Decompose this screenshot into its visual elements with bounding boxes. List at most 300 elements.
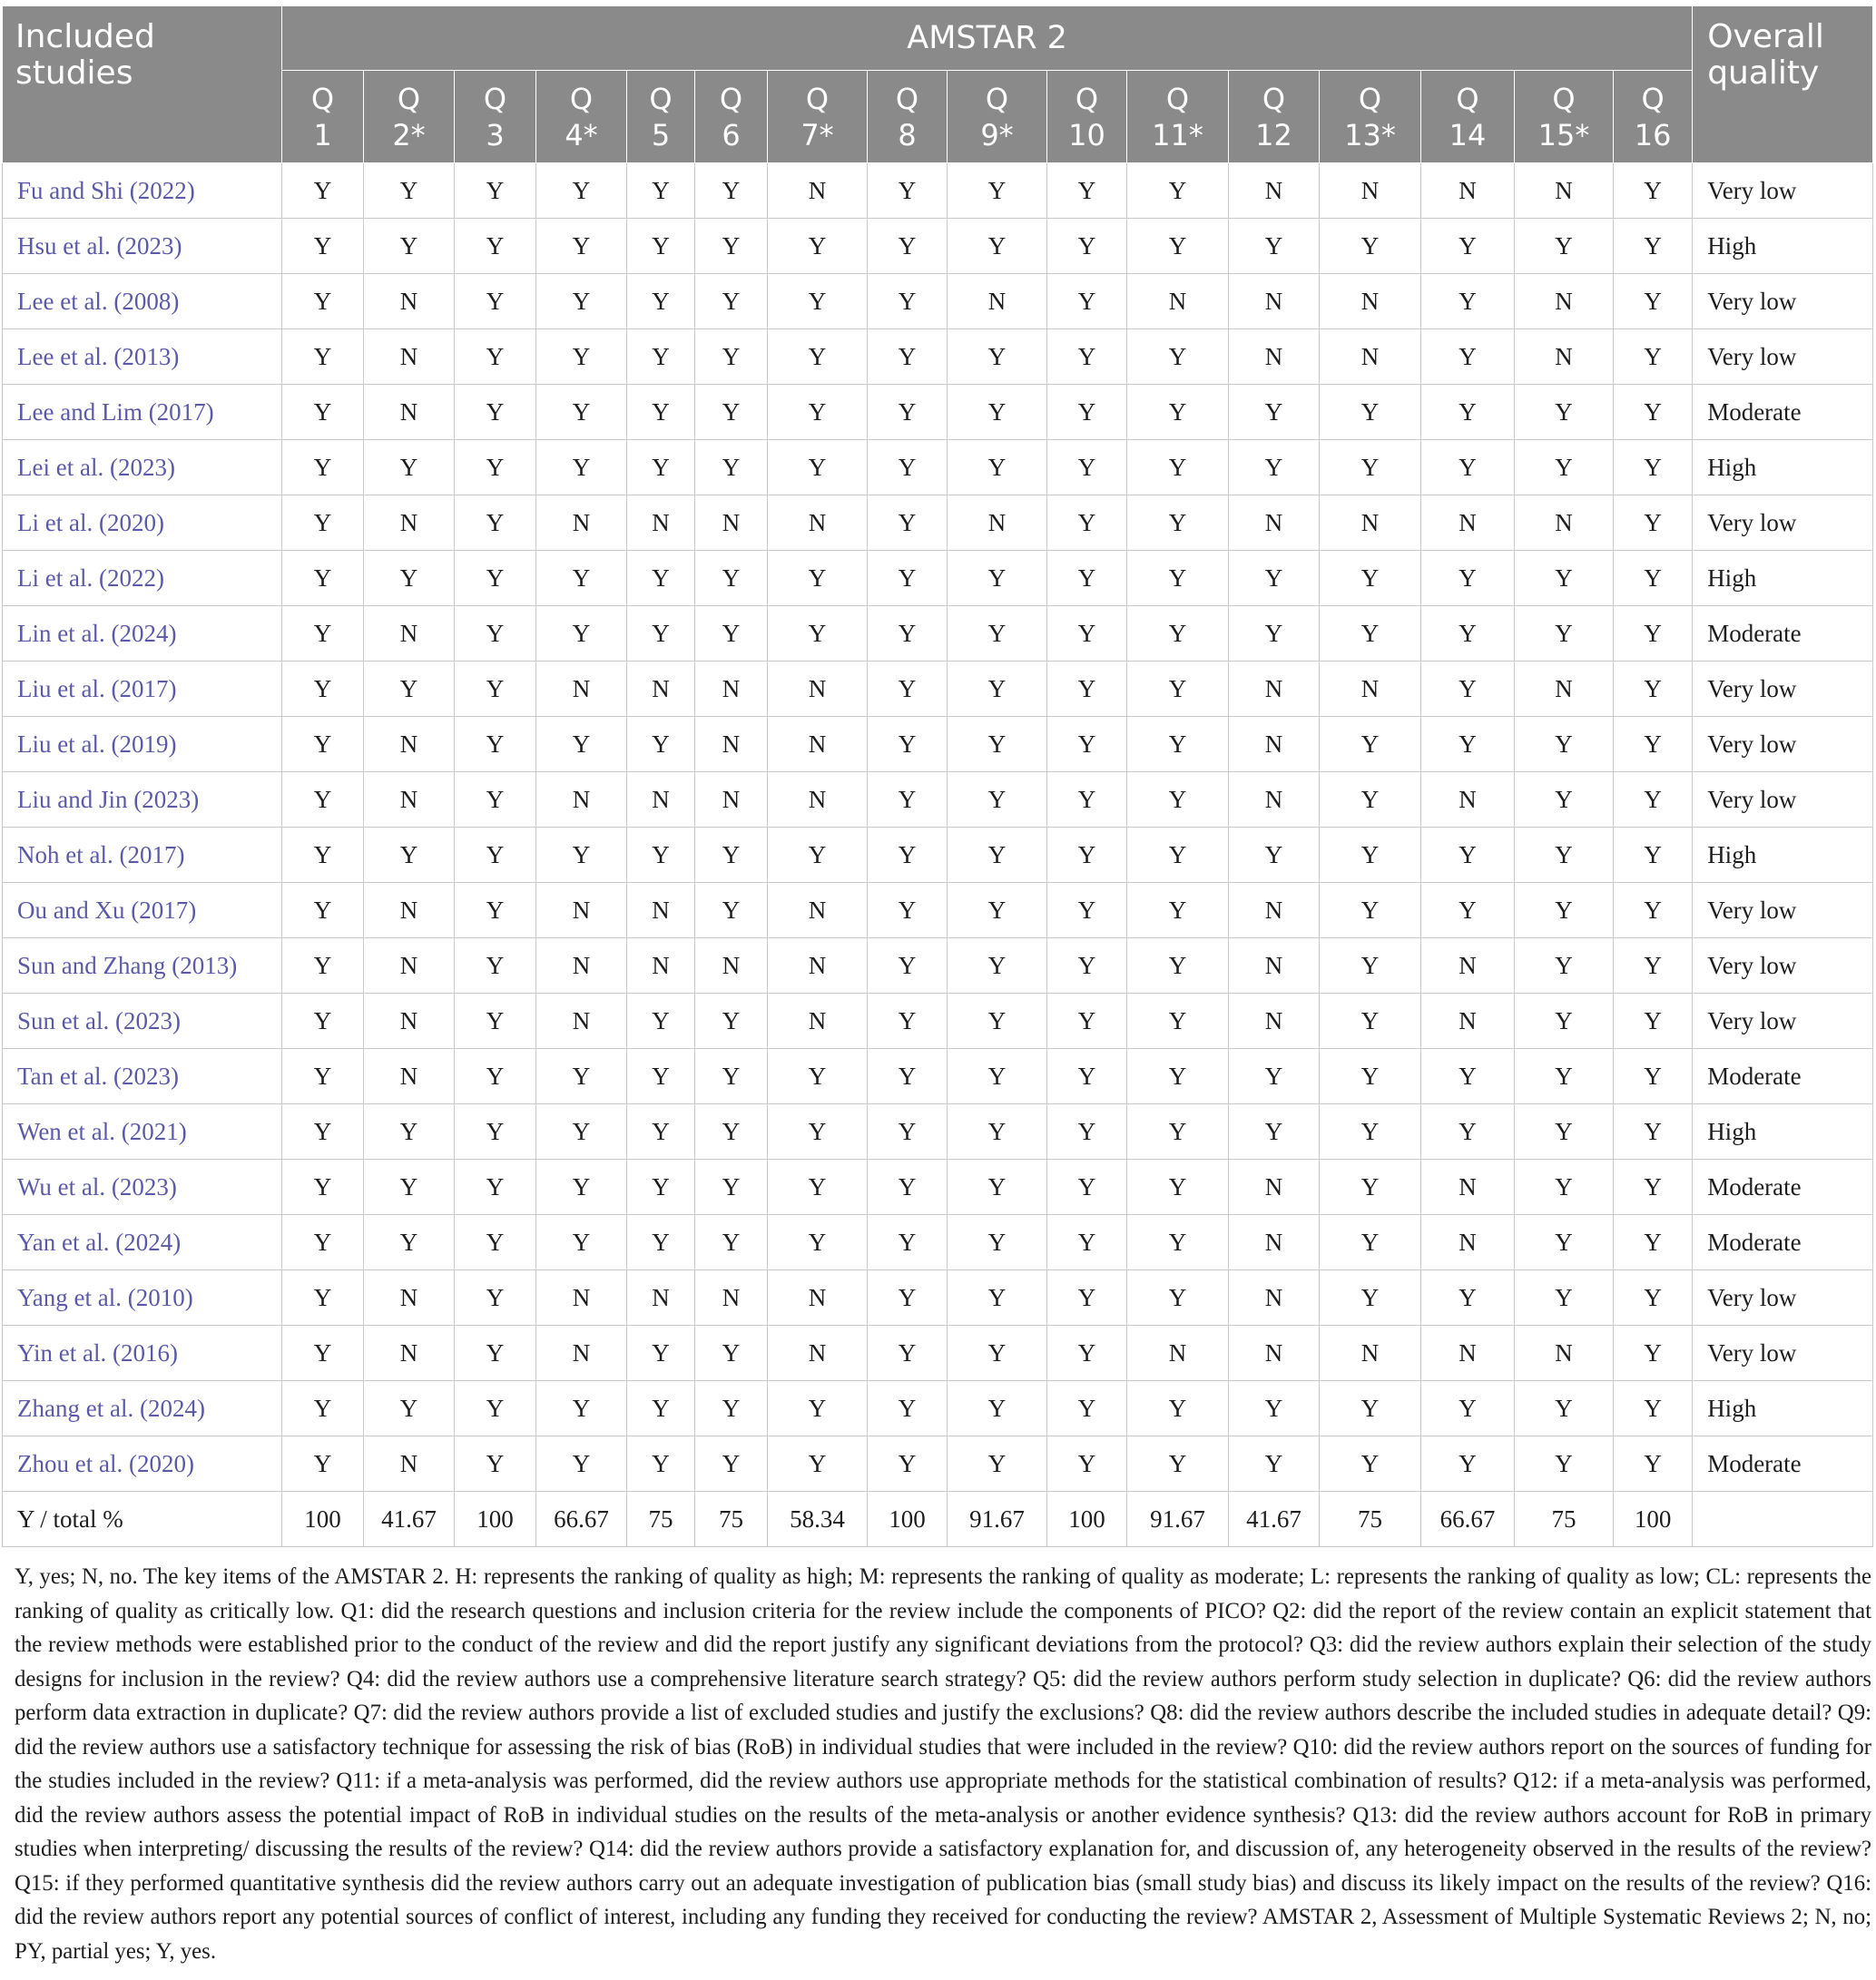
table-body xyxy=(3,163,1873,1547)
answer-cell: N xyxy=(364,606,455,662)
answer-cell: N xyxy=(1229,938,1320,994)
answer-cell: N xyxy=(1229,1270,1320,1326)
answer-cell: N xyxy=(768,163,868,219)
answer-cell: Y xyxy=(282,1104,364,1160)
answer-cell: Y xyxy=(282,1270,364,1326)
answer-cell: Y xyxy=(282,883,364,938)
table-row xyxy=(3,274,1873,329)
answer-cell: Y xyxy=(1127,772,1229,828)
answer-cell: Y xyxy=(1127,662,1229,717)
study-name: Lin et al. (2024) xyxy=(3,606,282,662)
answer-cell: Y xyxy=(1614,772,1693,828)
answer-cell: Y xyxy=(536,163,627,219)
answer-cell: Y xyxy=(768,1160,868,1215)
answer-cell: Y xyxy=(282,938,364,994)
answer-cell: Y xyxy=(1421,274,1515,329)
answer-cell: Y xyxy=(1047,385,1127,440)
answer-cell: N xyxy=(536,662,627,717)
answer-cell: Y xyxy=(455,1160,536,1215)
total-value: 100 xyxy=(282,1492,364,1547)
answer-cell: N xyxy=(627,495,695,551)
answer-cell: Y xyxy=(627,606,695,662)
answer-cell: Y xyxy=(695,1326,768,1381)
answer-cell: N xyxy=(695,662,768,717)
answer-cell: Y xyxy=(768,385,868,440)
overall-quality-cell: High xyxy=(1693,219,1873,274)
answer-cell: Y xyxy=(948,329,1047,385)
answer-cell: Y xyxy=(1421,1049,1515,1104)
question-prefix: Q xyxy=(1456,81,1479,116)
answer-cell: Y xyxy=(627,1160,695,1215)
answer-cell: Y xyxy=(455,495,536,551)
answer-cell: Y xyxy=(627,163,695,219)
answer-cell: Y xyxy=(455,219,536,274)
question-header xyxy=(1515,71,1614,163)
answer-cell: Y xyxy=(1515,1049,1614,1104)
total-value: 58.34 xyxy=(768,1492,868,1547)
answer-cell: Y xyxy=(1614,385,1693,440)
answer-cell: Y xyxy=(1229,1381,1320,1436)
overall-quality-cell: Moderate xyxy=(1693,1436,1873,1492)
answer-cell: Y xyxy=(948,938,1047,994)
answer-cell: Y xyxy=(1320,1381,1421,1436)
overall-quality-cell: High xyxy=(1693,1381,1873,1436)
overall-quality-cell: Very low xyxy=(1693,163,1873,219)
answer-cell: Y xyxy=(536,219,627,274)
answer-cell: Y xyxy=(948,1049,1047,1104)
answer-cell: Y xyxy=(868,1049,948,1104)
study-name: Tan et al. (2023) xyxy=(3,1049,282,1104)
question-number: 4* xyxy=(565,117,598,152)
overall-quality-cell: Very low xyxy=(1693,1270,1873,1326)
table-row xyxy=(3,440,1873,495)
answer-cell: Y xyxy=(536,828,627,883)
table-row xyxy=(3,1326,1873,1381)
overall-quality-cell: Very low xyxy=(1693,717,1873,772)
answer-cell: N xyxy=(1421,163,1515,219)
answer-cell: N xyxy=(536,495,627,551)
answer-cell: Y xyxy=(1229,440,1320,495)
answer-cell: Y xyxy=(455,274,536,329)
question-header xyxy=(1047,71,1127,163)
answer-cell: Y xyxy=(627,717,695,772)
total-value: 100 xyxy=(455,1492,536,1547)
total-value: 100 xyxy=(868,1492,948,1547)
answer-cell: Y xyxy=(948,1436,1047,1492)
question-header xyxy=(455,71,536,163)
answer-cell: Y xyxy=(1127,1270,1229,1326)
table-footnote: Y, yes; N, no. The key items of the AMSTAR 2. H: represents the ranking of quality as high; M: represents the ranking of quality as moderate; L: represents the ranking of quality as low; CL: represents the ranking of quality as critically low. Q1: did the research questions and inclusion criteria for the review include the components of PICO? Q2: did the report of the review contain an explicit statement that the review methods were established prior to the conduct of the review and did the report justify any significant deviations from the protocol? Q3: did the review authors explain their selection of the study designs for inclusion in the review? Q4: did the review authors use a comprehensive literature search strategy? Q5: did the review authors perform study selection in duplicate? Q6: did the review authors perform data extraction in duplicate? Q7: did the review authors provide a list of excluded studies and justify the exclusions? Q8: did the review authors describe the included studies in adequate detail? Q9: did the review authors use a satisfactory technique for assessing the risk of bias (RoB) in individual studies that were included in the review? Q10: did the review authors report on the sources of funding for the studies included in the review? Q11: if a meta-analysis was performed, did the review authors use appropriate methods for the statistical combination of results? Q12: if a meta-analysis was performed, did the review authors assess the potential impact of RoB in individual studies on the results of the meta-analysis or another evidence synthesis? Q13: did the review authors account for RoB in primary studies when interpreting/ discussing the results of the review? Q14: did the review authors provide a satisfactory explanation for, and discussion of, any heterogeneity observed in the results of the review? Q15: if they performed quantitative synthesis did the review authors carry out an adequate investigation of publication bias (small study bias) and discuss its likely impact on the results of the review? Q16: did the review authors report any potential sources of conflict of interest, including any funding they received for conducting the review? AMSTAR 2, Assessment of Multiple Systematic Reviews 2; N, no; PY, partial yes; Y, yes. xyxy=(15,1564,1871,1964)
answer-cell: Y xyxy=(948,551,1047,606)
answer-cell: Y xyxy=(1320,994,1421,1049)
answer-cell: Y xyxy=(1515,551,1614,606)
answer-cell: Y xyxy=(1127,163,1229,219)
study-name: Liu et al. (2019) xyxy=(3,717,282,772)
study-name: Li et al. (2020) xyxy=(3,495,282,551)
question-prefix: Q xyxy=(985,81,1009,116)
overall-quality-cell: High xyxy=(1693,440,1873,495)
overall-quality-cell: Very low xyxy=(1693,1326,1873,1381)
answer-cell: Y xyxy=(627,551,695,606)
answer-cell: Y xyxy=(868,1326,948,1381)
answer-cell: Y xyxy=(282,385,364,440)
total-value: 41.67 xyxy=(364,1492,455,1547)
answer-cell: N xyxy=(1229,329,1320,385)
answer-cell: Y xyxy=(536,606,627,662)
answer-cell: N xyxy=(768,1326,868,1381)
answer-cell: Y xyxy=(1515,772,1614,828)
answer-cell: Y xyxy=(1047,828,1127,883)
answer-cell: N xyxy=(364,1049,455,1104)
answer-cell: Y xyxy=(455,385,536,440)
answer-cell: Y xyxy=(1229,219,1320,274)
answer-cell: Y xyxy=(948,772,1047,828)
answer-cell: Y xyxy=(868,1436,948,1492)
answer-cell: N xyxy=(695,1270,768,1326)
answer-cell: Y xyxy=(455,883,536,938)
study-name: Zhou et al. (2020) xyxy=(3,1436,282,1492)
answer-cell: Y xyxy=(1515,994,1614,1049)
table-row xyxy=(3,1270,1873,1326)
answer-cell: Y xyxy=(1127,551,1229,606)
table-row xyxy=(3,551,1873,606)
answer-cell: Y xyxy=(1047,1104,1127,1160)
answer-cell: N xyxy=(364,1270,455,1326)
answer-cell: Y xyxy=(1421,1436,1515,1492)
answer-cell: Y xyxy=(1421,828,1515,883)
answer-cell: Y xyxy=(627,1215,695,1270)
total-label: Y / total % xyxy=(3,1492,282,1547)
study-name: Yin et al. (2016) xyxy=(3,1326,282,1381)
answer-cell: Y xyxy=(695,1381,768,1436)
study-name: Liu et al. (2017) xyxy=(3,662,282,717)
answer-cell: Y xyxy=(1127,495,1229,551)
answer-cell: Y xyxy=(948,1270,1047,1326)
answer-cell: N xyxy=(1421,495,1515,551)
answer-cell: Y xyxy=(1047,938,1127,994)
answer-cell: N xyxy=(1229,163,1320,219)
answer-cell: Y xyxy=(1515,1104,1614,1160)
question-number: 5 xyxy=(651,117,671,152)
answer-cell: Y xyxy=(1515,440,1614,495)
answer-cell: Y xyxy=(1320,440,1421,495)
answer-cell: N xyxy=(1320,274,1421,329)
answer-cell: Y xyxy=(1515,385,1614,440)
answer-cell: Y xyxy=(364,1104,455,1160)
answer-cell: Y xyxy=(1127,1160,1229,1215)
answer-cell: Y xyxy=(455,329,536,385)
question-prefix: Q xyxy=(310,81,335,116)
answer-cell: Y xyxy=(282,1215,364,1270)
question-prefix: Q xyxy=(1165,81,1190,116)
question-number: 14 xyxy=(1449,117,1487,152)
answer-cell: N xyxy=(536,994,627,1049)
table-row xyxy=(3,938,1873,994)
answer-cell: N xyxy=(1229,1160,1320,1215)
answer-cell: N xyxy=(536,1270,627,1326)
question-prefix: Q xyxy=(569,81,594,116)
answer-cell: N xyxy=(364,495,455,551)
answer-cell: N xyxy=(627,938,695,994)
table-row xyxy=(3,495,1873,551)
answer-cell: Y xyxy=(948,606,1047,662)
answer-cell: Y xyxy=(768,440,868,495)
answer-cell: Y xyxy=(627,440,695,495)
answer-cell: Y xyxy=(1320,883,1421,938)
answer-cell: N xyxy=(768,938,868,994)
answer-cell: N xyxy=(768,994,868,1049)
answer-cell: N xyxy=(768,495,868,551)
answer-cell: N xyxy=(1229,662,1320,717)
question-number: 3 xyxy=(486,117,505,152)
answer-cell: Y xyxy=(695,1215,768,1270)
answer-cell: Y xyxy=(1229,828,1320,883)
answer-cell: Y xyxy=(868,606,948,662)
answer-cell: Y xyxy=(627,1436,695,1492)
table-row xyxy=(3,1104,1873,1160)
answer-cell: Y xyxy=(627,274,695,329)
overall-quality-cell: Very low xyxy=(1693,662,1873,717)
answer-cell: Y xyxy=(695,828,768,883)
question-number: 10 xyxy=(1068,117,1105,152)
answer-cell: Y xyxy=(455,1436,536,1492)
answer-cell: Y xyxy=(1047,219,1127,274)
study-name: Noh et al. (2017) xyxy=(3,828,282,883)
answer-cell: Y xyxy=(1614,551,1693,606)
answer-cell: Y xyxy=(1047,551,1127,606)
answer-cell: Y xyxy=(627,1049,695,1104)
total-value: 66.67 xyxy=(536,1492,627,1547)
answer-cell: Y xyxy=(1421,662,1515,717)
answer-cell: N xyxy=(1515,1326,1614,1381)
answer-cell: Y xyxy=(455,1049,536,1104)
amstar-table xyxy=(2,5,1873,1547)
total-value: 91.67 xyxy=(1127,1492,1229,1547)
study-name: Sun and Zhang (2013) xyxy=(3,938,282,994)
question-number: 16 xyxy=(1634,117,1672,152)
answer-cell: Y xyxy=(1047,772,1127,828)
question-number: 6 xyxy=(722,117,741,152)
included-studies-header: Included studies xyxy=(3,6,282,163)
answer-cell: Y xyxy=(627,828,695,883)
answer-cell: Y xyxy=(364,662,455,717)
study-name: Hsu et al. (2023) xyxy=(3,219,282,274)
answer-cell: Y xyxy=(868,274,948,329)
table-row xyxy=(3,163,1873,219)
answer-cell: Y xyxy=(768,551,868,606)
answer-cell: Y xyxy=(1320,717,1421,772)
overall-quality-cell: Very low xyxy=(1693,329,1873,385)
answer-cell: Y xyxy=(1614,1215,1693,1270)
answer-cell: Y xyxy=(1614,495,1693,551)
study-name: Fu and Shi (2022) xyxy=(3,163,282,219)
answer-cell: Y xyxy=(695,385,768,440)
answer-cell: Y xyxy=(768,1381,868,1436)
total-value: 100 xyxy=(1047,1492,1127,1547)
answer-cell: Y xyxy=(868,1104,948,1160)
question-header xyxy=(1127,71,1229,163)
answer-cell: Y xyxy=(695,1160,768,1215)
answer-cell: Y xyxy=(1421,717,1515,772)
study-name: Yan et al. (2024) xyxy=(3,1215,282,1270)
table-header xyxy=(3,6,1873,163)
answer-cell: Y xyxy=(1047,274,1127,329)
answer-cell: N xyxy=(536,772,627,828)
answer-cell: Y xyxy=(1614,1049,1693,1104)
answer-cell: Y xyxy=(768,1104,868,1160)
answer-cell: N xyxy=(768,717,868,772)
answer-cell: Y xyxy=(1047,1160,1127,1215)
answer-cell: Y xyxy=(282,772,364,828)
answer-cell: N xyxy=(1229,883,1320,938)
answer-cell: Y xyxy=(768,606,868,662)
answer-cell: Y xyxy=(695,606,768,662)
question-number: 13* xyxy=(1344,117,1396,152)
answer-cell: N xyxy=(627,772,695,828)
answer-cell: Y xyxy=(1421,1381,1515,1436)
answer-cell: Y xyxy=(1047,1215,1127,1270)
total-row xyxy=(3,1492,1873,1547)
answer-cell: Y xyxy=(364,1381,455,1436)
table-row xyxy=(3,1049,1873,1104)
answer-cell: N xyxy=(1229,994,1320,1049)
answer-cell: Y xyxy=(627,1326,695,1381)
answer-cell: Y xyxy=(1421,551,1515,606)
overall-quality-cell: Moderate xyxy=(1693,1160,1873,1215)
question-header xyxy=(364,71,455,163)
question-header xyxy=(1614,71,1693,163)
answer-cell: Y xyxy=(948,1326,1047,1381)
question-header xyxy=(627,71,695,163)
answer-cell: Y xyxy=(695,1436,768,1492)
answer-cell: Y xyxy=(536,551,627,606)
answer-cell: Y xyxy=(1320,1160,1421,1215)
answer-cell: Y xyxy=(868,1215,948,1270)
overall-quality-cell: Very low xyxy=(1693,994,1873,1049)
answer-cell: Y xyxy=(282,219,364,274)
answer-cell: Y xyxy=(1614,662,1693,717)
answer-cell: Y xyxy=(868,329,948,385)
answer-cell: Y xyxy=(948,717,1047,772)
amstar-table-figure xyxy=(2,5,1872,1968)
question-header xyxy=(868,71,948,163)
answer-cell: Y xyxy=(768,1436,868,1492)
study-name: Lee and Lim (2017) xyxy=(3,385,282,440)
overall-quality-cell: Moderate xyxy=(1693,385,1873,440)
answer-cell: Y xyxy=(1229,385,1320,440)
answer-cell: Y xyxy=(1320,772,1421,828)
answer-cell: Y xyxy=(1515,883,1614,938)
answer-cell: Y xyxy=(627,1381,695,1436)
table-row xyxy=(3,883,1873,938)
answer-cell: Y xyxy=(1127,994,1229,1049)
answer-cell: Y xyxy=(868,772,948,828)
question-header xyxy=(282,71,364,163)
answer-cell: Y xyxy=(1127,1049,1229,1104)
table-row xyxy=(3,1436,1873,1492)
answer-cell: Y xyxy=(282,551,364,606)
answer-cell: N xyxy=(1320,662,1421,717)
answer-cell: Y xyxy=(868,1160,948,1215)
answer-cell: Y xyxy=(868,994,948,1049)
answer-cell: N xyxy=(364,883,455,938)
study-name: Wen et al. (2021) xyxy=(3,1104,282,1160)
answer-cell: N xyxy=(768,1270,868,1326)
answer-cell: N xyxy=(1229,495,1320,551)
answer-cell: Y xyxy=(1320,938,1421,994)
answer-cell: Y xyxy=(1614,1104,1693,1160)
answer-cell: Y xyxy=(282,1049,364,1104)
study-name: Lee et al. (2008) xyxy=(3,274,282,329)
question-prefix: Q xyxy=(1552,81,1576,116)
answer-cell: Y xyxy=(948,1215,1047,1270)
overall-quality-header: Overall quality xyxy=(1693,6,1873,163)
answer-cell: Y xyxy=(282,495,364,551)
answer-cell: N xyxy=(768,772,868,828)
answer-cell: N xyxy=(1320,329,1421,385)
overall-quality-cell: Moderate xyxy=(1693,606,1873,662)
answer-cell: Y xyxy=(1229,1436,1320,1492)
question-number: 9* xyxy=(980,117,1014,152)
answer-cell: N xyxy=(1515,662,1614,717)
answer-cell: Y xyxy=(768,219,868,274)
answer-cell: Y xyxy=(282,1381,364,1436)
answer-cell: Y xyxy=(868,1270,948,1326)
answer-cell: Y xyxy=(1047,329,1127,385)
answer-cell: Y xyxy=(695,883,768,938)
total-value: 75 xyxy=(1320,1492,1421,1547)
answer-cell: N xyxy=(364,994,455,1049)
answer-cell: Y xyxy=(364,440,455,495)
table-row xyxy=(3,828,1873,883)
answer-cell: Y xyxy=(948,662,1047,717)
answer-cell: Y xyxy=(1614,329,1693,385)
answer-cell: Y xyxy=(948,1381,1047,1436)
answer-cell: N xyxy=(695,938,768,994)
answer-cell: N xyxy=(1127,274,1229,329)
answer-cell: Y xyxy=(695,274,768,329)
answer-cell: Y xyxy=(1047,883,1127,938)
table-row xyxy=(3,717,1873,772)
question-number: 11* xyxy=(1152,117,1203,152)
answer-cell: Y xyxy=(282,1436,364,1492)
answer-cell: Y xyxy=(536,329,627,385)
table-row xyxy=(3,1215,1873,1270)
answer-cell: Y xyxy=(1320,1270,1421,1326)
study-name: Yang et al. (2010) xyxy=(3,1270,282,1326)
answer-cell: Y xyxy=(1614,274,1693,329)
answer-cell: N xyxy=(948,274,1047,329)
total-value: 41.67 xyxy=(1229,1492,1320,1547)
question-prefix: Q xyxy=(895,81,919,116)
answer-cell: Y xyxy=(455,1326,536,1381)
total-value: 66.67 xyxy=(1421,1492,1515,1547)
answer-cell: Y xyxy=(868,828,948,883)
answer-cell: Y xyxy=(1320,606,1421,662)
answer-cell: N xyxy=(1515,163,1614,219)
answer-cell: Y xyxy=(1047,606,1127,662)
answer-cell: Y xyxy=(1614,883,1693,938)
total-value: 75 xyxy=(695,1492,768,1547)
answer-cell: N xyxy=(1229,1326,1320,1381)
answer-cell: Y xyxy=(1229,1049,1320,1104)
question-number: 7* xyxy=(800,117,834,152)
table-row xyxy=(3,219,1873,274)
question-header xyxy=(768,71,868,163)
answer-cell: N xyxy=(1229,717,1320,772)
answer-cell: Y xyxy=(868,495,948,551)
question-prefix: Q xyxy=(805,81,830,116)
